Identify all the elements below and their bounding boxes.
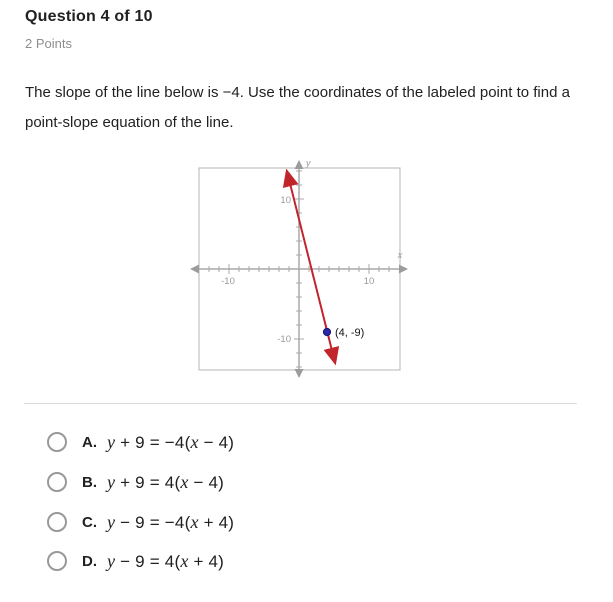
option-equation: y + 9 = −4(x − 4) xyxy=(107,431,235,452)
radio-button-a[interactable] xyxy=(47,432,67,452)
option-letter: C. xyxy=(82,513,97,531)
y-axis-label: y xyxy=(306,158,311,168)
option-letter: A. xyxy=(82,433,97,451)
option-letter: B. xyxy=(82,473,97,491)
y-tick-label-neg10: -10 xyxy=(277,334,291,345)
x-tick-label-neg10: -10 xyxy=(221,276,235,287)
answer-option-d[interactable] xyxy=(47,550,224,572)
option-equation: y − 9 = −4(x + 4) xyxy=(107,511,235,532)
answer-option-c[interactable] xyxy=(47,511,234,533)
option-equation: y − 9 = 4(x + 4) xyxy=(107,550,225,571)
y-axis-bottom-arrow-icon xyxy=(295,369,304,378)
x-axis-left-arrow-icon xyxy=(190,265,199,274)
question-number-title: Question 4 of 10 xyxy=(25,8,153,25)
answer-option-b[interactable] xyxy=(47,471,224,493)
x-axis-label: x xyxy=(397,250,403,260)
option-equation: y + 9 = 4(x − 4) xyxy=(107,471,225,492)
x-tick-label-10: 10 xyxy=(363,276,375,287)
y-axis-top-arrow-icon xyxy=(295,160,304,169)
x-axis-right-arrow-icon xyxy=(399,265,408,274)
answer-option-a[interactable] xyxy=(47,431,234,453)
question-text: The slope of the line below is −4. Use the coordinates of the labeled point to find a point-slope equation of the line. xyxy=(25,84,570,131)
labeled-point xyxy=(323,328,330,335)
point-label: (4, -9) xyxy=(335,327,365,339)
question-points: 2 Points xyxy=(25,36,72,51)
radio-button-b[interactable] xyxy=(47,472,67,492)
radio-button-d[interactable] xyxy=(47,551,67,571)
graph-figure xyxy=(186,156,416,386)
radio-button-c[interactable] xyxy=(47,512,67,532)
option-letter: D. xyxy=(82,552,97,570)
section-divider xyxy=(24,403,577,404)
y-tick-label-10: 10 xyxy=(280,195,291,206)
